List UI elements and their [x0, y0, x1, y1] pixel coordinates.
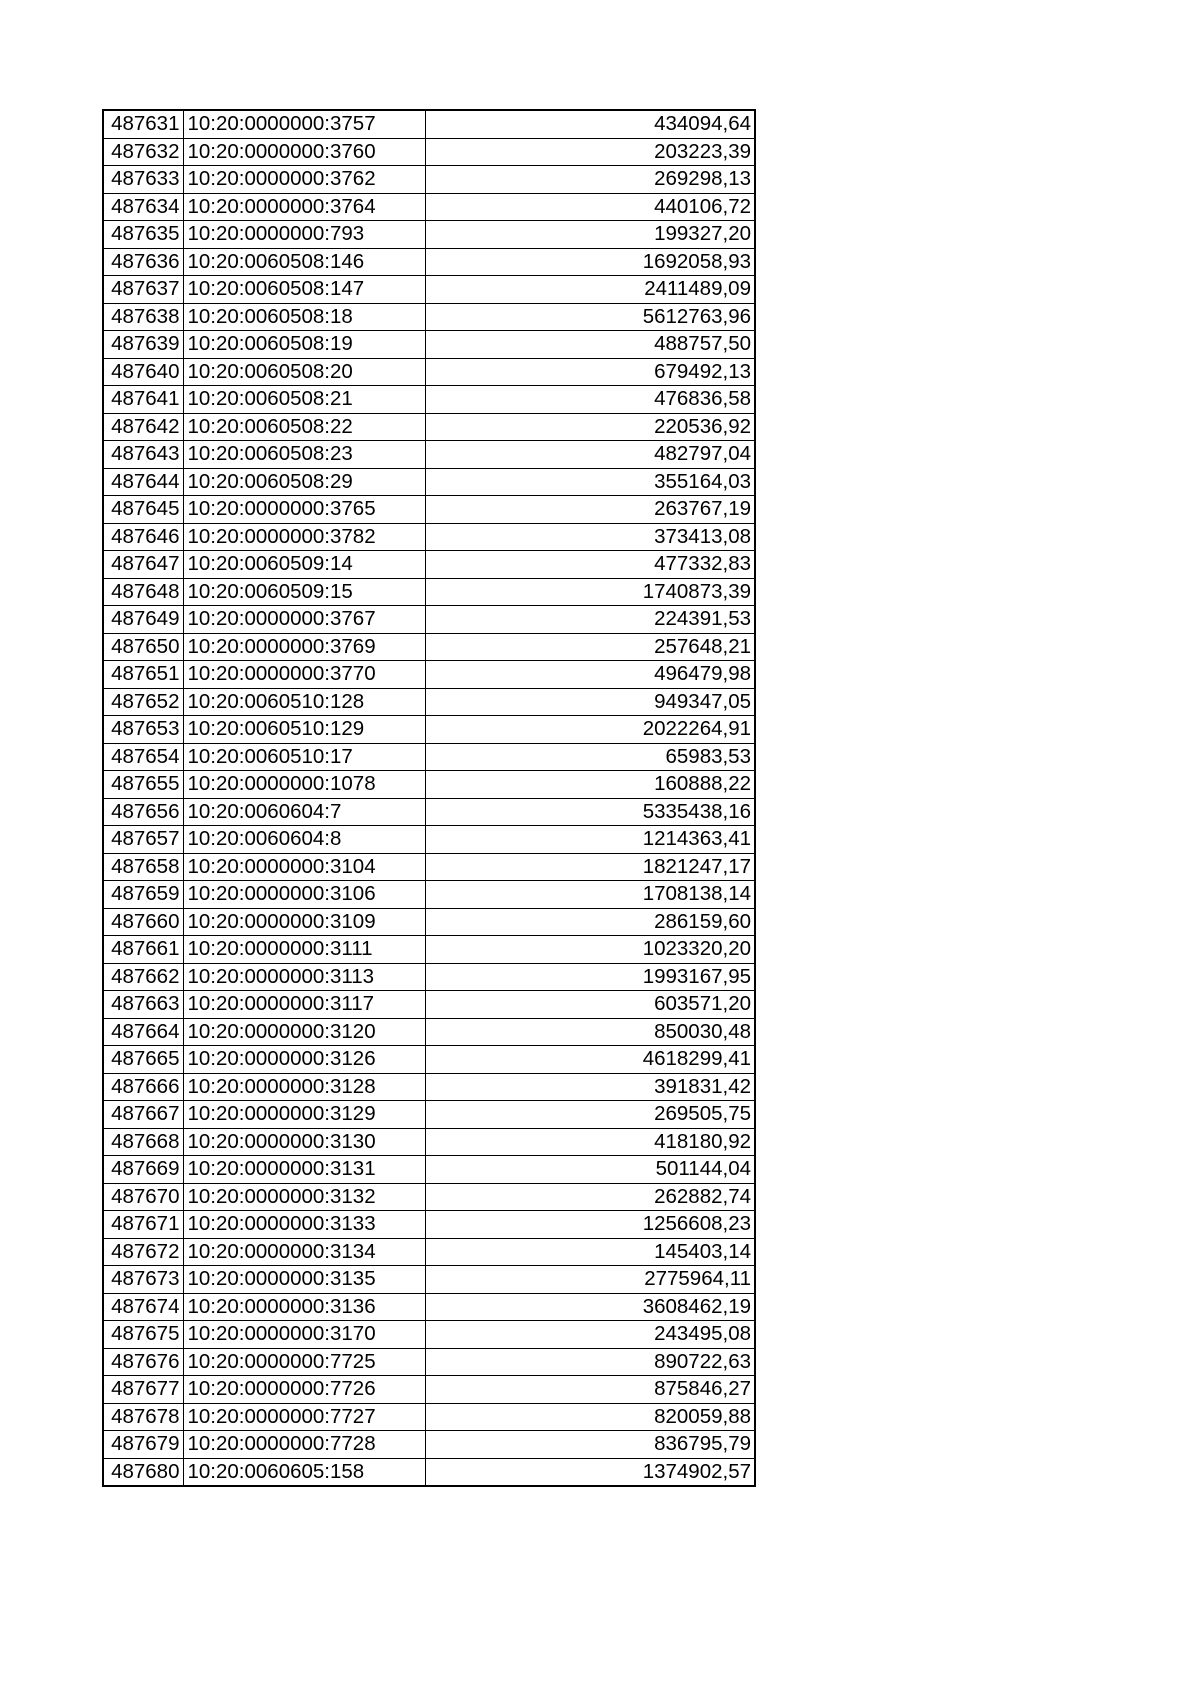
row-id-cell: 487655: [103, 771, 183, 799]
row-id-cell: 487651: [103, 661, 183, 689]
cadastral-value-cell: 1374902,57: [425, 1458, 755, 1486]
row-id-cell: 487678: [103, 1403, 183, 1431]
cadastral-number-cell: 10:20:0000000:3134: [183, 1238, 425, 1266]
table-row: [103, 248, 755, 276]
cadastral-number-cell: 10:20:0000000:7725: [183, 1348, 425, 1376]
cadastral-value-cell: 243495,08: [425, 1321, 755, 1349]
table-row: [103, 688, 755, 716]
row-id-cell: 487677: [103, 1376, 183, 1404]
row-id-cell: 487645: [103, 496, 183, 524]
cadastral-value-cell: 269298,13: [425, 166, 755, 194]
cadastral-number-cell: 10:20:0000000:3111: [183, 936, 425, 964]
row-id-cell: 487636: [103, 248, 183, 276]
cadastral-value-cell: 850030,48: [425, 1018, 755, 1046]
row-id-cell: 487658: [103, 853, 183, 881]
cadastral-number-cell: 10:20:0000000:3770: [183, 661, 425, 689]
cadastral-number-cell: 10:20:0000000:3135: [183, 1266, 425, 1294]
cadastral-value-cell: 890722,63: [425, 1348, 755, 1376]
cadastral-number-cell: 10:20:0000000:3130: [183, 1128, 425, 1156]
cadastral-value-cell: 160888,22: [425, 771, 755, 799]
table-row: [103, 743, 755, 771]
cadastral-number-cell: 10:20:0000000:3133: [183, 1211, 425, 1239]
row-id-cell: 487663: [103, 991, 183, 1019]
table-row: [103, 633, 755, 661]
cadastral-number-cell: 10:20:0000000:3113: [183, 963, 425, 991]
cadastral-number-cell: 10:20:0060510:129: [183, 716, 425, 744]
cadastral-value-cell: 820059,88: [425, 1403, 755, 1431]
cadastral-number-cell: 10:20:0000000:3782: [183, 523, 425, 551]
row-id-cell: 487669: [103, 1156, 183, 1184]
cadastral-value-cell: 496479,98: [425, 661, 755, 689]
cadastral-number-cell: 10:20:0000000:3128: [183, 1073, 425, 1101]
cadastral-value-table: [102, 109, 756, 1487]
row-id-cell: 487673: [103, 1266, 183, 1294]
row-id-cell: 487637: [103, 276, 183, 304]
table-row: [103, 908, 755, 936]
cadastral-value-cell: 836795,79: [425, 1431, 755, 1459]
table-row: [103, 138, 755, 166]
cadastral-value-cell: 679492,13: [425, 358, 755, 386]
cadastral-number-cell: 10:20:0060508:19: [183, 331, 425, 359]
cadastral-value-cell: 262882,74: [425, 1183, 755, 1211]
cadastral-number-cell: 10:20:0000000:793: [183, 221, 425, 249]
table-row: [103, 1211, 755, 1239]
cadastral-number-cell: 10:20:0060604:8: [183, 826, 425, 854]
row-id-cell: 487639: [103, 331, 183, 359]
cadastral-value-cell: 220536,92: [425, 413, 755, 441]
cadastral-number-cell: 10:20:0060510:128: [183, 688, 425, 716]
cadastral-value-cell: 2411489,09: [425, 276, 755, 304]
cadastral-value-cell: 1692058,93: [425, 248, 755, 276]
document-page: [102, 109, 756, 1487]
table-row: [103, 193, 755, 221]
table-row: [103, 523, 755, 551]
cadastral-number-cell: 10:20:0060508:146: [183, 248, 425, 276]
row-id-cell: 487671: [103, 1211, 183, 1239]
cadastral-value-cell: 482797,04: [425, 441, 755, 469]
table-row: [103, 358, 755, 386]
cadastral-value-cell: 257648,21: [425, 633, 755, 661]
table-row: [103, 468, 755, 496]
cadastral-number-cell: 10:20:0000000:3104: [183, 853, 425, 881]
table-row: [103, 1101, 755, 1129]
cadastral-value-cell: 1708138,14: [425, 881, 755, 909]
cadastral-value-cell: 4618299,41: [425, 1046, 755, 1074]
table-row: [103, 798, 755, 826]
cadastral-value-cell: 418180,92: [425, 1128, 755, 1156]
row-id-cell: 487643: [103, 441, 183, 469]
cadastral-value-cell: 1821247,17: [425, 853, 755, 881]
cadastral-number-cell: 10:20:0060508:29: [183, 468, 425, 496]
table-row: [103, 1128, 755, 1156]
cadastral-value-cell: 286159,60: [425, 908, 755, 936]
table-row: [103, 1018, 755, 1046]
table-row: [103, 963, 755, 991]
table-row: [103, 1403, 755, 1431]
table-row: [103, 606, 755, 634]
row-id-cell: 487648: [103, 578, 183, 606]
cadastral-value-cell: 949347,05: [425, 688, 755, 716]
cadastral-value-cell: 477332,83: [425, 551, 755, 579]
table-row: [103, 578, 755, 606]
cadastral-number-cell: 10:20:0000000:7728: [183, 1431, 425, 1459]
row-id-cell: 487632: [103, 138, 183, 166]
table-row: [103, 413, 755, 441]
table-row: [103, 221, 755, 249]
row-id-cell: 487635: [103, 221, 183, 249]
cadastral-number-cell: 10:20:0000000:3757: [183, 110, 425, 138]
cadastral-value-cell: 269505,75: [425, 1101, 755, 1129]
cadastral-number-cell: 10:20:0060508:20: [183, 358, 425, 386]
cadastral-value-cell: 434094,64: [425, 110, 755, 138]
row-id-cell: 487649: [103, 606, 183, 634]
cadastral-number-cell: 10:20:0000000:3106: [183, 881, 425, 909]
row-id-cell: 487674: [103, 1293, 183, 1321]
row-id-cell: 487660: [103, 908, 183, 936]
table-row: [103, 991, 755, 1019]
row-id-cell: 487650: [103, 633, 183, 661]
cadastral-number-cell: 10:20:0060508:21: [183, 386, 425, 414]
row-id-cell: 487672: [103, 1238, 183, 1266]
cadastral-value-cell: 440106,72: [425, 193, 755, 221]
cadastral-number-cell: 10:20:0060508:147: [183, 276, 425, 304]
table-row: [103, 166, 755, 194]
cadastral-value-cell: 488757,50: [425, 331, 755, 359]
table-row: [103, 936, 755, 964]
cadastral-number-cell: 10:20:0000000:3120: [183, 1018, 425, 1046]
row-id-cell: 487652: [103, 688, 183, 716]
table-row: [103, 1321, 755, 1349]
cadastral-number-cell: 10:20:0060509:14: [183, 551, 425, 579]
cadastral-value-cell: 501144,04: [425, 1156, 755, 1184]
row-id-cell: 487656: [103, 798, 183, 826]
table-row: [103, 1073, 755, 1101]
cadastral-value-cell: 1023320,20: [425, 936, 755, 964]
cadastral-value-cell: 263767,19: [425, 496, 755, 524]
cadastral-value-cell: 224391,53: [425, 606, 755, 634]
row-id-cell: 487665: [103, 1046, 183, 1074]
cadastral-value-cell: 1256608,23: [425, 1211, 755, 1239]
table-row: [103, 386, 755, 414]
cadastral-number-cell: 10:20:0000000:3131: [183, 1156, 425, 1184]
row-id-cell: 487670: [103, 1183, 183, 1211]
cadastral-value-cell: 2022264,91: [425, 716, 755, 744]
row-id-cell: 487657: [103, 826, 183, 854]
cadastral-value-cell: 476836,58: [425, 386, 755, 414]
cadastral-number-cell: 10:20:0000000:3170: [183, 1321, 425, 1349]
cadastral-number-cell: 10:20:0000000:3129: [183, 1101, 425, 1129]
table-row: [103, 1046, 755, 1074]
row-id-cell: 487641: [103, 386, 183, 414]
cadastral-number-cell: 10:20:0000000:3136: [183, 1293, 425, 1321]
row-id-cell: 487654: [103, 743, 183, 771]
table-row: [103, 496, 755, 524]
table-body: [103, 110, 755, 1486]
cadastral-number-cell: 10:20:0000000:3769: [183, 633, 425, 661]
row-id-cell: 487644: [103, 468, 183, 496]
cadastral-number-cell: 10:20:0060509:15: [183, 578, 425, 606]
cadastral-value-cell: 199327,20: [425, 221, 755, 249]
table-row: [103, 551, 755, 579]
row-id-cell: 487664: [103, 1018, 183, 1046]
table-row: [103, 1183, 755, 1211]
cadastral-value-cell: 145403,14: [425, 1238, 755, 1266]
row-id-cell: 487640: [103, 358, 183, 386]
row-id-cell: 487634: [103, 193, 183, 221]
table-row: [103, 276, 755, 304]
row-id-cell: 487633: [103, 166, 183, 194]
cadastral-number-cell: 10:20:0000000:3760: [183, 138, 425, 166]
cadastral-value-cell: 5335438,16: [425, 798, 755, 826]
cadastral-number-cell: 10:20:0000000:3765: [183, 496, 425, 524]
table-row: [103, 1266, 755, 1294]
row-id-cell: 487642: [103, 413, 183, 441]
row-id-cell: 487676: [103, 1348, 183, 1376]
table-row: [103, 771, 755, 799]
row-id-cell: 487679: [103, 1431, 183, 1459]
table-row: [103, 1293, 755, 1321]
cadastral-number-cell: 10:20:0060508:22: [183, 413, 425, 441]
row-id-cell: 487631: [103, 110, 183, 138]
cadastral-number-cell: 10:20:0000000:3126: [183, 1046, 425, 1074]
row-id-cell: 487661: [103, 936, 183, 964]
cadastral-value-cell: 355164,03: [425, 468, 755, 496]
table-row: [103, 441, 755, 469]
cadastral-value-cell: 2775964,11: [425, 1266, 755, 1294]
row-id-cell: 487675: [103, 1321, 183, 1349]
table-row: [103, 1458, 755, 1486]
cadastral-value-cell: 1214363,41: [425, 826, 755, 854]
table-row: [103, 110, 755, 138]
cadastral-value-cell: 391831,42: [425, 1073, 755, 1101]
cadastral-value-cell: 203223,39: [425, 138, 755, 166]
cadastral-number-cell: 10:20:0060605:158: [183, 1458, 425, 1486]
cadastral-number-cell: 10:20:0060604:7: [183, 798, 425, 826]
cadastral-value-cell: 373413,08: [425, 523, 755, 551]
cadastral-number-cell: 10:20:0000000:3132: [183, 1183, 425, 1211]
table-row: [103, 1348, 755, 1376]
cadastral-number-cell: 10:20:0000000:7727: [183, 1403, 425, 1431]
cadastral-value-cell: 5612763,96: [425, 303, 755, 331]
cadastral-number-cell: 10:20:0000000:1078: [183, 771, 425, 799]
table-row: [103, 1238, 755, 1266]
cadastral-value-cell: 1993167,95: [425, 963, 755, 991]
cadastral-number-cell: 10:20:0000000:3767: [183, 606, 425, 634]
cadastral-value-cell: 875846,27: [425, 1376, 755, 1404]
table-row: [103, 661, 755, 689]
row-id-cell: 487653: [103, 716, 183, 744]
row-id-cell: 487647: [103, 551, 183, 579]
cadastral-value-cell: 1740873,39: [425, 578, 755, 606]
cadastral-number-cell: 10:20:0000000:3109: [183, 908, 425, 936]
cadastral-number-cell: 10:20:0060508:23: [183, 441, 425, 469]
row-id-cell: 487662: [103, 963, 183, 991]
table-row: [103, 1376, 755, 1404]
cadastral-value-cell: 603571,20: [425, 991, 755, 1019]
row-id-cell: 487680: [103, 1458, 183, 1486]
cadastral-value-cell: 65983,53: [425, 743, 755, 771]
cadastral-value-cell: 3608462,19: [425, 1293, 755, 1321]
table-row: [103, 303, 755, 331]
cadastral-number-cell: 10:20:0000000:3762: [183, 166, 425, 194]
row-id-cell: 487638: [103, 303, 183, 331]
cadastral-number-cell: 10:20:0060510:17: [183, 743, 425, 771]
row-id-cell: 487646: [103, 523, 183, 551]
table-row: [103, 853, 755, 881]
cadastral-number-cell: 10:20:0000000:3764: [183, 193, 425, 221]
table-row: [103, 1431, 755, 1459]
table-row: [103, 826, 755, 854]
cadastral-number-cell: 10:20:0060508:18: [183, 303, 425, 331]
row-id-cell: 487659: [103, 881, 183, 909]
row-id-cell: 487667: [103, 1101, 183, 1129]
table-row: [103, 1156, 755, 1184]
table-row: [103, 716, 755, 744]
table-row: [103, 331, 755, 359]
cadastral-number-cell: 10:20:0000000:3117: [183, 991, 425, 1019]
cadastral-number-cell: 10:20:0000000:7726: [183, 1376, 425, 1404]
row-id-cell: 487666: [103, 1073, 183, 1101]
table-row: [103, 881, 755, 909]
row-id-cell: 487668: [103, 1128, 183, 1156]
